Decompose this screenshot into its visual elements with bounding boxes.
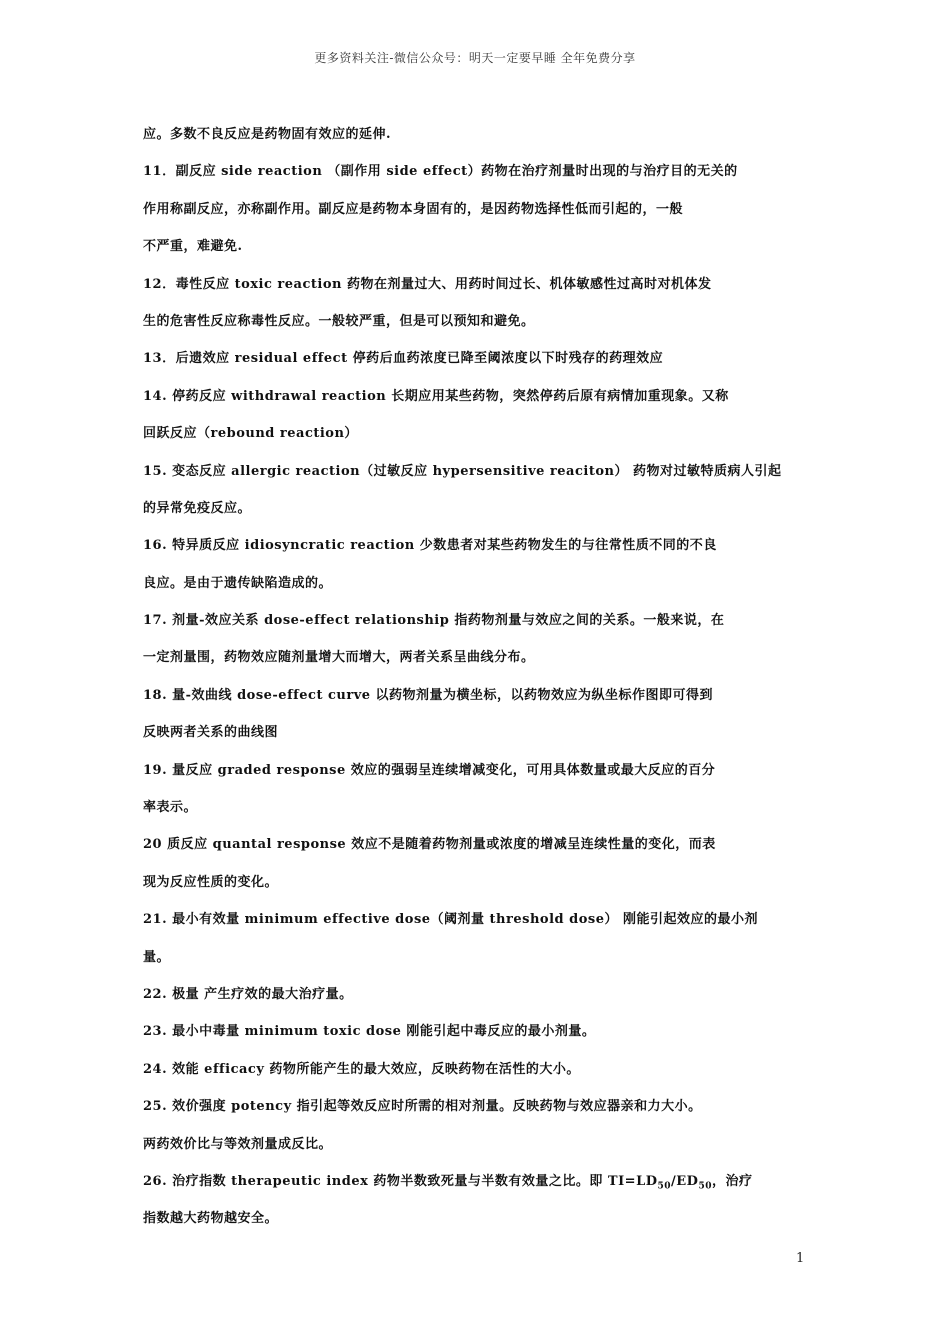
page-header: 更多资料关注-微信公众号：明天一定要早睡 全年免费分享 [314,51,636,65]
text-line: 18. 量-效曲线 dose-effect curve 以药物剂量为横坐标，以药物效应为纵坐标作图即可得到 [143,687,714,703]
text-line: 回跃反应（rebound reaction） [143,426,358,442]
text-line: 22. 极量 产生疗效的最大治疗量。 [143,986,353,1002]
text-line: 的异常免疫反应。 [143,500,252,516]
text-line: 20 质反应 quantal response 效应不是随着药物剂量或浓度的增减呈连续性量的变化，而表 [143,837,716,853]
text-line: 良应。是由于遗传缺陷造成的。 [143,575,333,591]
ti-text-after: ，治疗 [711,1173,753,1189]
text-line: 12．毒性反应 toxic reaction 药物在剂量过大、用药时间过长、机体敏感性过高时对机体发 [143,276,712,292]
ti-text-middle: /ED [671,1173,699,1189]
text-line: 率表示。 [143,800,198,816]
text-line: 21. 最小有效量 minimum effective dose（阈剂量 threshold dose） 刚能引起效应的最小剂 [143,912,759,928]
text-line: 13．后遗效应 residual effect 停药后血药浓度已降至阈浓度以下时残存的药理效应 [143,351,664,367]
text-line: 量。 [143,949,171,965]
text-line: 19. 量反应 graded response 效应的强弱呈连续增减变化，可用具体数量或最大反应的百分 [143,762,716,778]
text-line: 指数越大药物越安全。 [143,1211,279,1227]
text-line: 25. 效价强度 potency 指引起等效反应时所需的相对剂量。反映药物与效应器亲和力大小。 [143,1099,702,1115]
text-line: 15. 变态反应 allergic reaction（过敏反应 hypersensitive reaciton） 药物对过敏特质病人引起 [143,463,782,479]
page-number: 1 [796,1251,805,1266]
document-body [143,121,807,1243]
text-line: 现为反应性质的变化。 [143,874,279,890]
ed50-subscript: 50 [698,1181,712,1192]
text-line: 11．副反应 side reaction （副作用 side effect）药物在治疗剂量时出现的与治疗目的无关的 [143,164,738,180]
text-line: 23. 最小中毒量 minimum toxic dose 刚能引起中毒反应的最小剂量。 [143,1024,596,1040]
text-line: 14. 停药反应 withdrawal reaction 长期应用某些药物，突然停药后原有病情加重现象。又称 [143,388,729,404]
text-line: 一定剂量围，药物效应随剂量增大而增大，两者关系呈曲线分布。 [143,650,535,666]
text-line: 16. 特异质反应 idiosyncratic reaction 少数患者对某些药物发生的与往常性质不同的不良 [143,538,717,554]
text-line: 24. 效能 efficacy 药物所能产生的最大效应，反映药物在活性的大小。 [143,1061,580,1077]
text-line: 反映两者关系的曲线图 [143,725,279,741]
text-line: 作用称副反应，亦称副作用。副反应是药物本身固有的，是因药物选择性低而引起的，一般 [143,201,684,217]
text-line: 应。多数不良反应是药物固有效应的延伸. [143,127,392,142]
therapeutic-index-line [143,1168,807,1205]
ld50-subscript: 50 [657,1181,672,1192]
text-line: 生的危害性反应称毒性反应。一般较严重，但是可以预知和避免。 [143,313,535,329]
text-line: 17. 剂量-效应关系 dose-effect relationship 指药物剂量与效应之间的关系。一般来说，在 [143,613,725,629]
ti-text-before: 26. 治疗指数 therapeutic index 药物半数致死量与半数有效量之比。即 TI=LD [143,1173,658,1189]
text-line: 不严重，难避免. [143,239,243,255]
text-line: 两药效价比与等效剂量成反比。 [143,1136,333,1152]
